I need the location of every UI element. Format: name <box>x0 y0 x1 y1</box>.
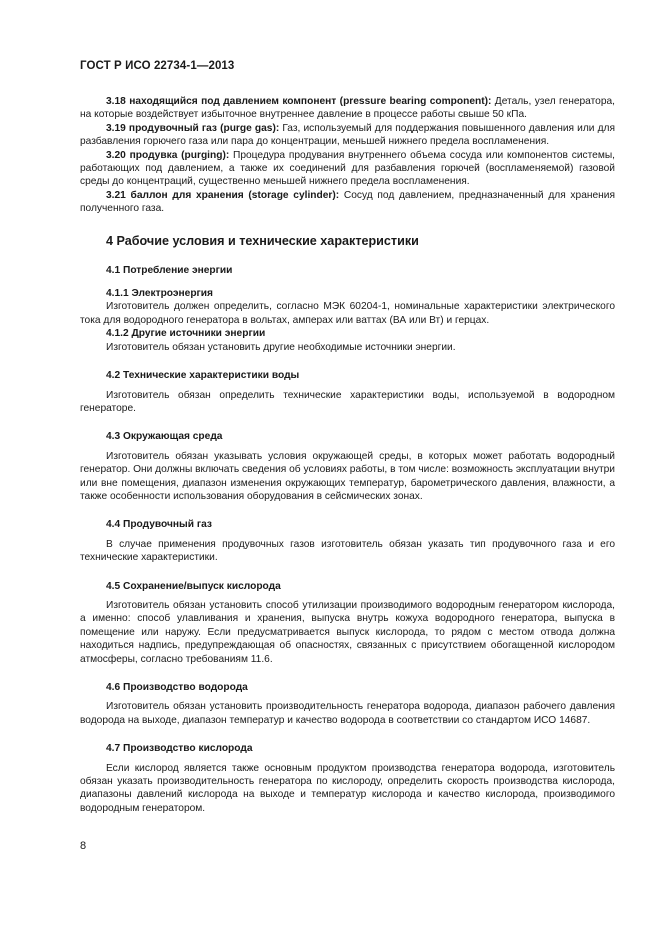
section-4-3-text: Изготовитель обязан указывать условия окружающей среды, в которых может работать водородный генератор. Они должны включать сведения об условиях работы, в том числе: возможность эксплуатации внутри или вне помещения, диапазон изменения окружающих температур, барометрического давления, влажности, а также особенности использования оборудования в сейсмических зонах. <box>80 450 615 502</box>
section-4-3-title: 4.3 Окружающая среда <box>106 431 223 443</box>
section-4-2-title: 4.2 Технические характеристики воды <box>106 370 300 382</box>
definition-text: Сосуд под давлением, предназначенный для хранения полученного газа. <box>80 189 615 215</box>
definition-term: 3.20 продувка (purging): <box>106 149 230 161</box>
definition-text: Деталь, узел генератора, на которые воздействует избыточное внутреннее давление в процессе работы свыше 50 кПа. <box>80 96 615 121</box>
section-4-6-title: 4.6 Производство водорода <box>106 682 248 693</box>
section-4-1-1-title: 4.1.1 Электроэнергия <box>106 288 214 300</box>
definition-term: 3.18 находящийся под давлением компонент (pressure bearing component): <box>106 96 492 107</box>
section-4-title: 4 Рабочие условия и технические характеристики <box>106 233 419 248</box>
definition-3-20 <box>80 149 615 189</box>
section-4-6-text: Изготовитель обязан установить производительность генератора водорода, диапазон рабочего давления водорода на выходе, диапазон температур и качество водорода в соответствии со стандартом ИСО 14687. <box>80 701 615 726</box>
document-body <box>80 95 615 815</box>
section-4-7-title: 4.7 Производство кислорода <box>106 743 253 755</box>
section-4-7-text: Если кислород является также основным продуктом производства генератора водорода, изготовитель обязан указать производительность генератора по кислороду, определить скорость производства кислорода, диапазоны давлений кислорода на выходе и температур кислорода и качество кислорода, производимого водородным генератором. <box>80 762 615 814</box>
section-4-4-title: 4.4 Продувочный газ <box>106 519 212 531</box>
page-number: 8 <box>80 840 87 852</box>
section-4-1-1-text: Изготовитель должен определить, согласно МЭК 60204-1, номинальные характеристики электрического тока для водородного генератора в вольтах, амперах или ваттах (ВА или Вт) и герцах. <box>80 301 615 326</box>
section-4-2-text: Изготовитель обязан определить технические характеристики воды, используемой в водородном генераторе. <box>80 389 615 414</box>
definition-term: 3.19 продувочный газ (purge gas): <box>106 122 280 134</box>
section-4-5-text: Изготовитель обязан установить способ утилизации производимого водородным генератором кислорода, а именно: способ улавливания и хранения, выпуска внутрь кожуха водородного генератора, выпуска в помещение или наружу. Если предусматривается выпуск кислорода, то рядом с местом отвода должна находиться надпись, предупреждающая об опасностях, связанных с присутствием обогащенной кислородом атмосферы, согласно требованиям 11.6. <box>80 599 615 665</box>
definition-term: 3.21 баллон для хранения (storage cylinder): <box>106 189 340 201</box>
definition-3-18 <box>80 95 615 122</box>
section-4-1-2-title: 4.1.2 Другие источники энергии <box>106 328 266 340</box>
section-4-5-title: 4.5 Сохранение/выпуск кислорода <box>106 580 281 592</box>
document-header: ГОСТ Р ИСО 22734-1—2013 <box>80 60 235 72</box>
section-4-1-title: 4.1 Потребление энергии <box>106 264 233 276</box>
definition-3-21 <box>80 189 615 216</box>
definition-3-19 <box>80 122 615 149</box>
section-4-4-text: В случае применения продувочных газов изготовитель обязан указать тип продувочного газа и его технические характеристики. <box>80 538 615 564</box>
definition-text: Процедура продувания внутреннего объема сосуда или компонентов системы, работающих под давлением, а также их соединений для разбавления горючей (воспламеняемой) газовой среды до концентраций, существенно меньшей нижнего предела воспламенения. <box>80 149 615 188</box>
section-4-1-2-text: Изготовитель обязан установить другие необходимые источники энергии. <box>106 341 456 353</box>
definition-text: Газ, используемый для поддержания повышенного давления или для разбавления горючего газа или пара до концентрации, меньшей нижнего предела воспламенения. <box>80 122 615 148</box>
